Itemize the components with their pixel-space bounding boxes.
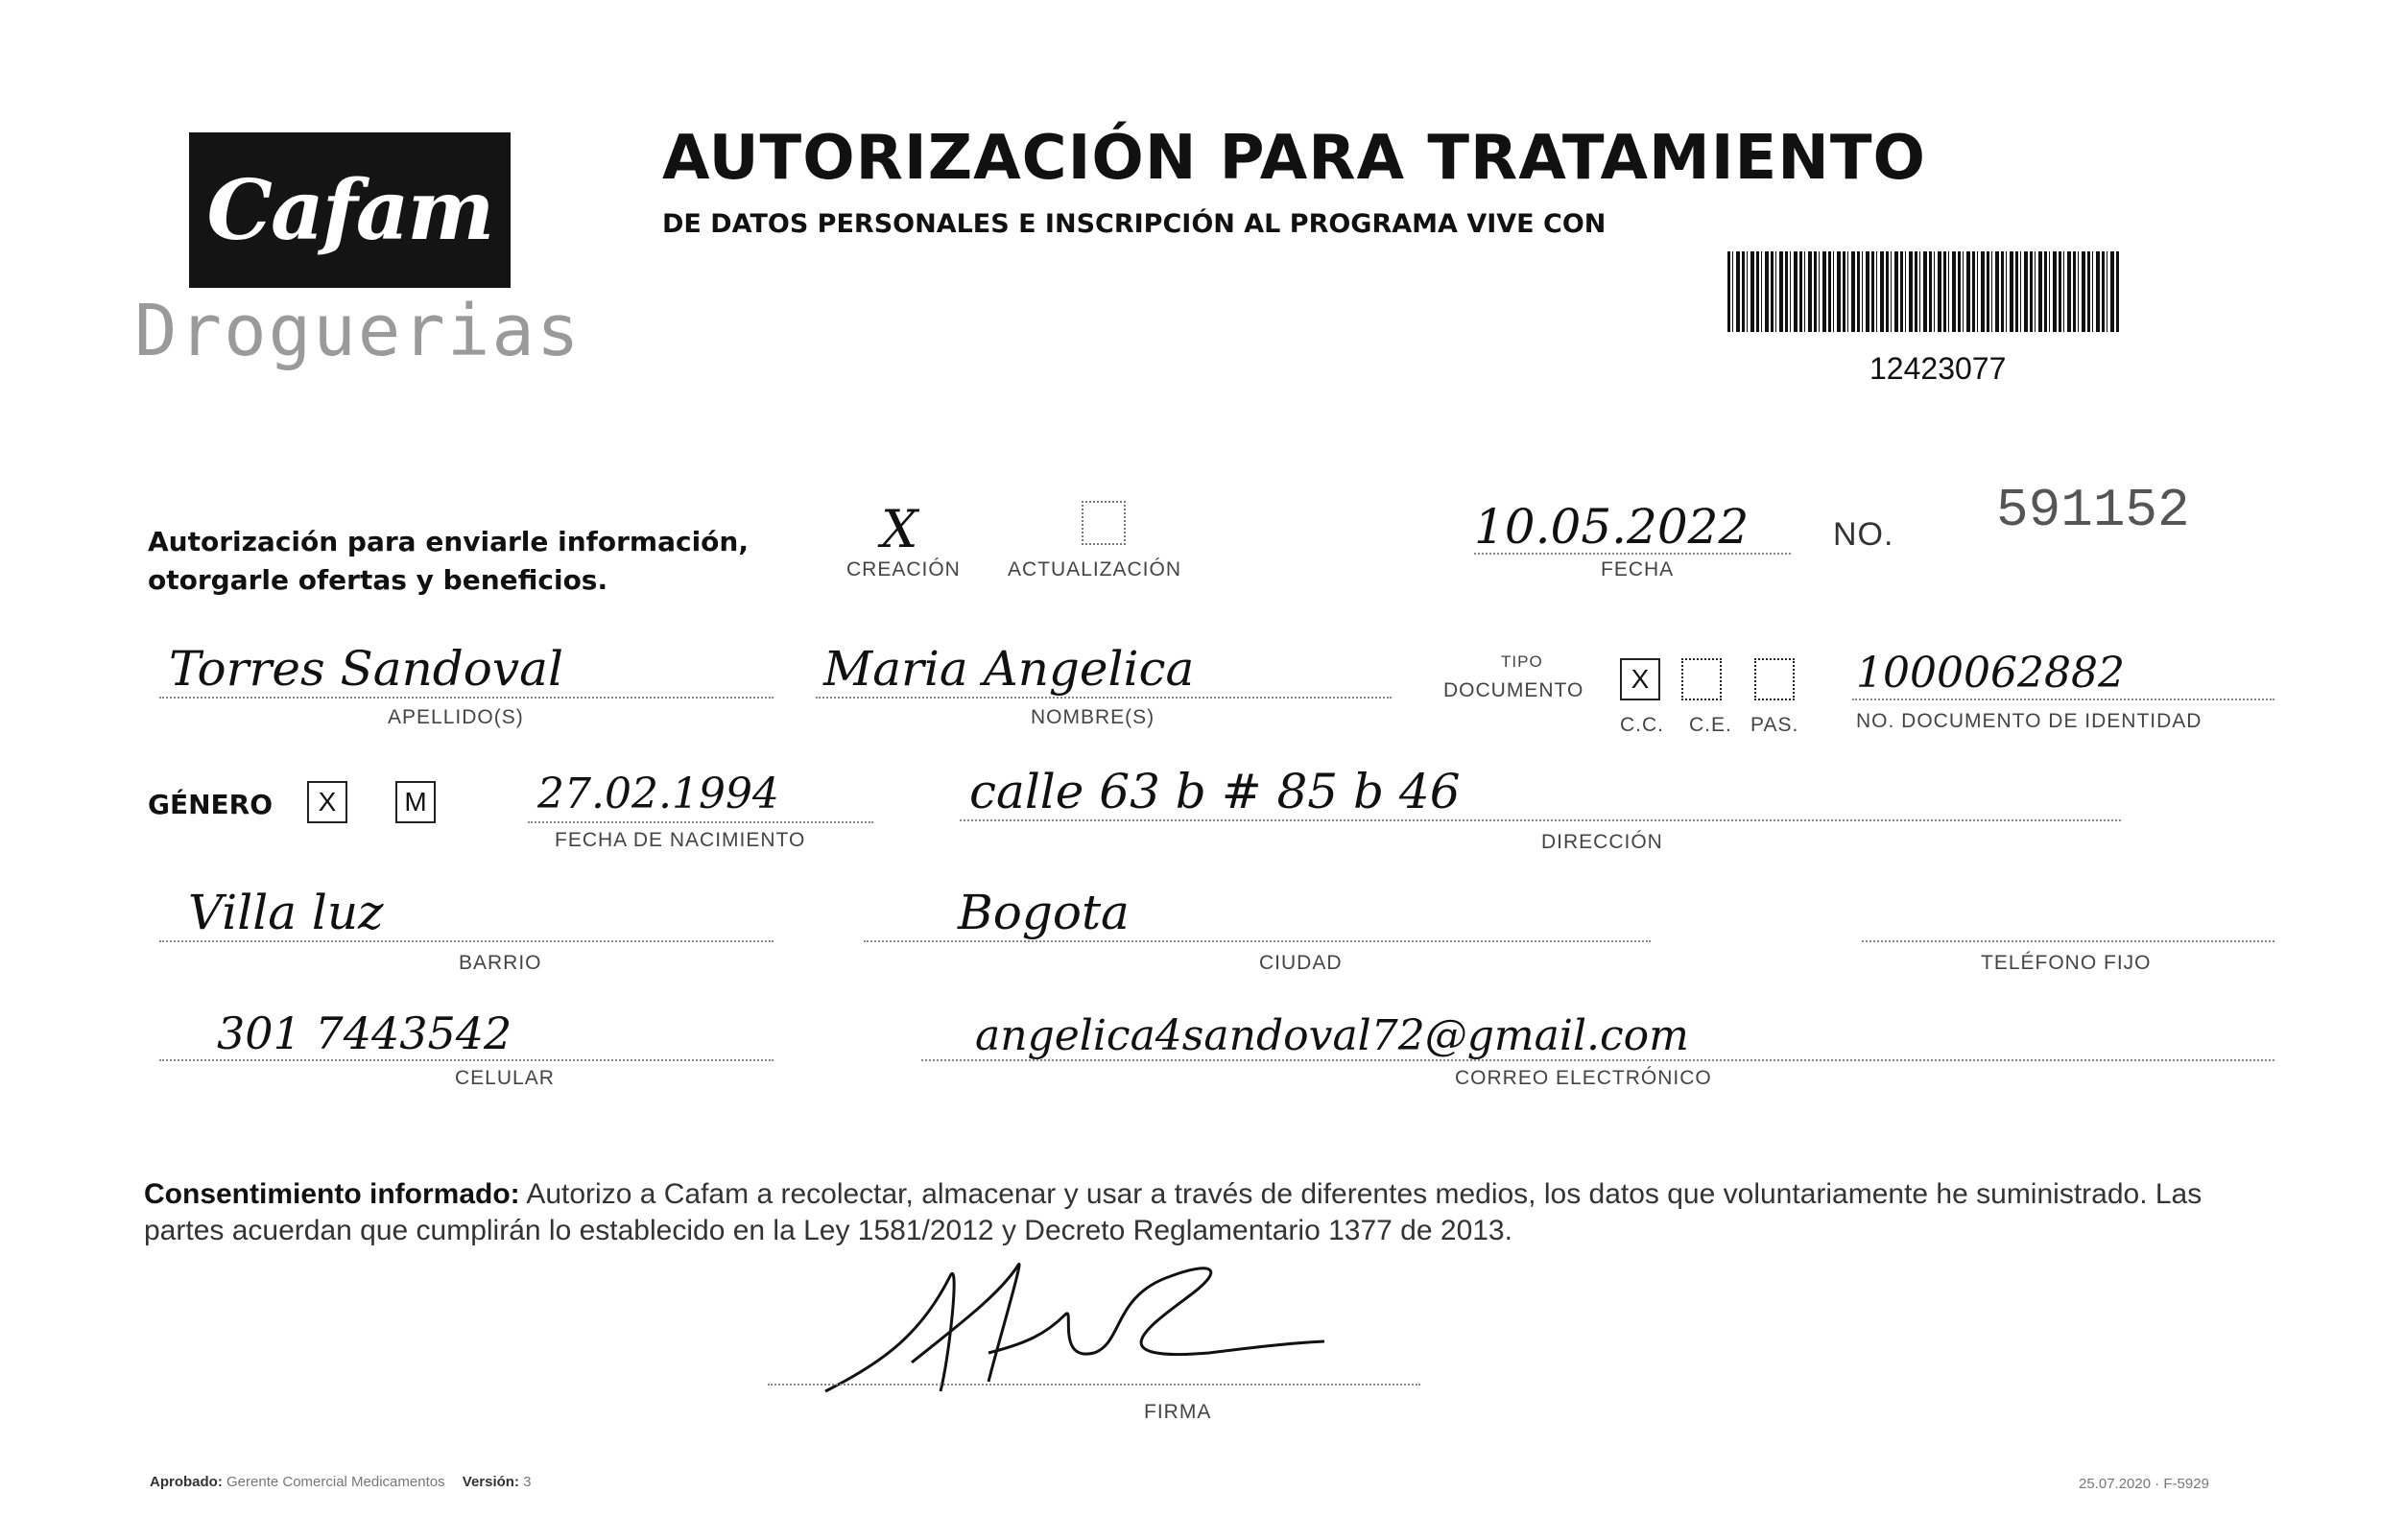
actualizacion-checkbox[interactable] <box>1082 501 1126 545</box>
documento-label: DOCUMENTO <box>1443 679 1584 701</box>
fecha-line <box>1474 553 1791 555</box>
actualizacion-label: ACTUALIZACIÓN <box>1008 558 1182 580</box>
firma-line <box>768 1384 1420 1386</box>
barrio-label: BARRIO <box>459 952 542 974</box>
logo-subtitle: Droguerias <box>134 290 582 372</box>
creacion-label: CREACIÓN <box>846 558 961 580</box>
logo-text: Cafam <box>206 161 493 259</box>
barrio-line <box>159 940 774 942</box>
tipo-pas-checkbox[interactable] <box>1754 658 1795 700</box>
nombres-line <box>816 697 1392 699</box>
genero-m-checkbox[interactable] <box>395 781 436 823</box>
barcode <box>1727 251 2119 332</box>
fecha-value: 10.05.2022 <box>1474 499 1750 555</box>
nacimiento-label: FECHA DE NACIMIENTO <box>555 829 806 851</box>
cafam-logo <box>189 132 511 288</box>
nacimiento-value: 27.02.1994 <box>537 770 779 818</box>
telefono-label: TELÉFONO FIJO <box>1981 952 2152 974</box>
apellidos-label: APELLIDO(S) <box>388 706 524 728</box>
correo-value: angelica4sandoval72@gmail.com <box>975 1011 1689 1060</box>
tipo-label: TIPO <box>1501 652 1543 671</box>
genero-label: GÉNERO <box>148 789 274 820</box>
barcode-number: 12423077 <box>1869 351 2007 386</box>
version-value: 3 <box>523 1474 532 1490</box>
telefono-line <box>1862 940 2274 942</box>
genero-f-mark: X <box>318 787 337 817</box>
fecha-label: FECHA <box>1601 558 1675 580</box>
nacimiento-line <box>528 821 873 823</box>
doc-label: NO. DOCUMENTO DE IDENTIDAD <box>1856 710 2202 732</box>
creacion-mark: X <box>881 499 918 559</box>
correo-line <box>921 1059 2274 1061</box>
footer-right-code: 25.07.2020 · F-5929 <box>2079 1476 2209 1492</box>
direccion-label: DIRECCIÓN <box>1541 831 1663 853</box>
barrio-value: Villa luz <box>188 885 384 940</box>
document-title: AUTORIZACIÓN PARA TRATAMIENTO <box>662 123 1926 194</box>
intro-line-2: otorgarle ofertas y beneficios. <box>148 564 608 596</box>
aprobado-value: Gerente Comercial Medicamentos <box>226 1474 445 1490</box>
nombres-label: NOMBRE(S) <box>1031 706 1155 728</box>
doc-value: 1000062882 <box>1856 649 2125 698</box>
celular-value: 301 7443542 <box>217 1007 512 1059</box>
direccion-value: calle 63 b # 85 b 46 <box>969 764 1461 819</box>
celular-line <box>159 1059 774 1061</box>
tipo-cc-mark: X <box>1631 664 1650 694</box>
tipo-ce-checkbox[interactable] <box>1681 658 1722 700</box>
document-subtitle: DE DATOS PERSONALES E INSCRIPCIÓN AL PROGRAMA VIVE CON <box>662 209 1607 239</box>
tipo-cc-checkbox[interactable] <box>1620 658 1660 700</box>
version-label: Versión: <box>462 1474 519 1490</box>
pas-label: PAS. <box>1750 714 1799 736</box>
apellidos-line <box>159 697 774 699</box>
consent-lead: Consentimiento informado: <box>144 1178 520 1210</box>
consent-text: Autorizo a Cafam a recolectar, almacenar y usar a través de diferentes medios, los datos que voluntariamente he suministrado. Las partes acuerdan que cumplirán lo establecido en la Ley 1581/2012 y Decreto Reglamentario 1377 de 2013. <box>144 1178 2202 1246</box>
genero-f-checkbox[interactable] <box>307 781 347 823</box>
celular-label: CELULAR <box>455 1067 555 1089</box>
apellidos-value: Torres Sandoval <box>169 641 563 697</box>
firma-label: FIRMA <box>1144 1401 1212 1423</box>
footer-left <box>150 1474 531 1490</box>
no-value: 591152 <box>1996 480 2190 541</box>
doc-line <box>1852 699 2274 700</box>
intro-line-1: Autorización para enviarle información, <box>148 526 749 557</box>
direccion-line <box>960 819 2121 821</box>
nombres-value: Maria Angelica <box>823 641 1195 697</box>
no-label: NO. <box>1833 516 1894 553</box>
ciudad-label: CIUDAD <box>1259 952 1343 974</box>
ce-label: C.E. <box>1689 714 1732 736</box>
ciudad-value: Bogota <box>958 885 1130 940</box>
cc-label: C.C. <box>1620 714 1664 736</box>
aprobado-label: Aprobado: <box>150 1474 223 1490</box>
ciudad-line <box>864 940 1651 942</box>
genero-m-label: M <box>404 787 427 817</box>
correo-label: CORREO ELECTRÓNICO <box>1455 1067 1712 1089</box>
